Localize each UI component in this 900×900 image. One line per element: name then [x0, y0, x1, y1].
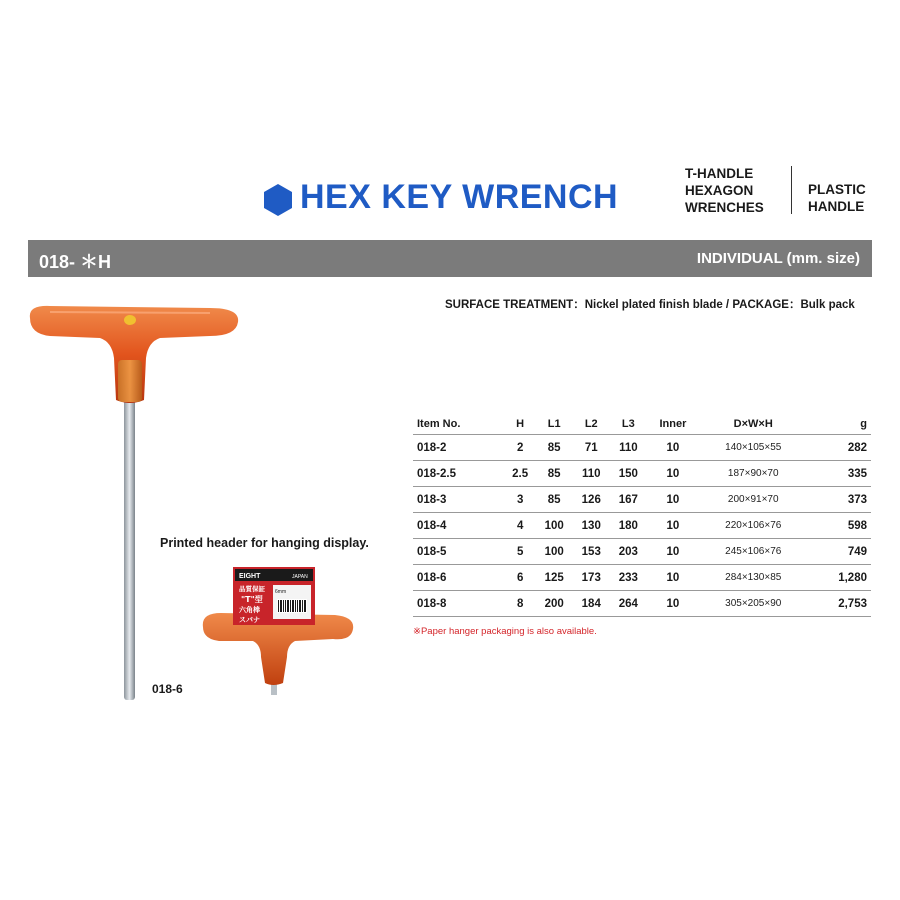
package-jp-line1: 品質保証: [239, 585, 265, 593]
col-l2: L2: [573, 414, 610, 435]
table-row: [413, 513, 871, 539]
cell-inner: 10: [647, 565, 699, 591]
subtitle-material: [808, 181, 866, 215]
cell-inner: 10: [647, 539, 699, 565]
cell-dims: 220×106×76: [699, 513, 808, 539]
col-inner: Inner: [647, 414, 699, 435]
cell-l2: 71: [573, 435, 610, 461]
cell-l3: 110: [610, 435, 647, 461]
col-l1: L1: [536, 414, 573, 435]
spec-table: [413, 414, 871, 617]
package-jp-line4: スパナ: [239, 616, 260, 624]
cell-g: 335: [808, 461, 871, 487]
cell-l1: 200: [536, 591, 573, 617]
cell-l1: 85: [536, 461, 573, 487]
cell-l2: 126: [573, 487, 610, 513]
cell-l2: 130: [573, 513, 610, 539]
cell-l2: 153: [573, 539, 610, 565]
header-note: Printed header for hanging display.: [160, 536, 369, 550]
spec-line: SURFACE TREATMENT：Nickel plated finish blade / PACKAGE：Bulk pack: [445, 299, 855, 311]
barcode-icon: [277, 599, 307, 613]
package-jp-line3: 六角棒: [239, 606, 260, 614]
cell-item: 018-3: [413, 487, 505, 513]
cell-dims: 305×205×90: [699, 591, 808, 617]
cell-g: 373: [808, 487, 871, 513]
cell-h: 4: [505, 513, 536, 539]
cell-g: 282: [808, 435, 871, 461]
cell-dims: 187×90×70: [699, 461, 808, 487]
cell-l3: 180: [610, 513, 647, 539]
cell-item: 018-2.5: [413, 461, 505, 487]
package-jp-line2: "T"型: [241, 595, 263, 604]
cell-l3: 167: [610, 487, 647, 513]
cell-dims: 200×91×70: [699, 487, 808, 513]
package-size: 6mm: [275, 589, 287, 595]
page-title: HEX KEY WRENCH: [300, 178, 619, 216]
table-row: [413, 461, 871, 487]
size-type: INDIVIDUAL (mm. size): [696, 250, 860, 267]
subtitle-line: T-HANDLE: [685, 166, 754, 181]
cell-l1: 100: [536, 539, 573, 565]
cell-g: 1,280: [808, 565, 871, 591]
item-code: 018- ＊H: [39, 252, 112, 272]
cell-inner: 10: [647, 591, 699, 617]
cell-dims: 245×106×76: [699, 539, 808, 565]
cell-l3: 150: [610, 461, 647, 487]
cell-l3: 203: [610, 539, 647, 565]
cell-inner: 10: [647, 461, 699, 487]
cell-dims: 284×130×85: [699, 565, 808, 591]
cell-inner: 10: [647, 513, 699, 539]
subtitle-line: PLASTIC: [808, 182, 866, 197]
hexagon-icon: [263, 183, 293, 217]
cell-item: 018-4: [413, 513, 505, 539]
cell-h: 2: [505, 435, 536, 461]
cell-item: 018-6: [413, 565, 505, 591]
cell-l1: 125: [536, 565, 573, 591]
cell-dims: 140×105×55: [699, 435, 808, 461]
table-row: [413, 539, 871, 565]
cell-l3: 233: [610, 565, 647, 591]
cell-h: 5: [505, 539, 536, 565]
image-caption: 018-6: [152, 682, 183, 696]
table-row: [413, 565, 871, 591]
cell-g: 2,753: [808, 591, 871, 617]
cell-h: 6: [505, 565, 536, 591]
cell-g: 598: [808, 513, 871, 539]
cell-l1: 85: [536, 487, 573, 513]
subtitle-divider: [791, 166, 792, 214]
cell-l2: 110: [573, 461, 610, 487]
cell-inner: 10: [647, 487, 699, 513]
package-image: [195, 565, 360, 695]
cell-g: 749: [808, 539, 871, 565]
cell-l2: 173: [573, 565, 610, 591]
cell-l1: 100: [536, 513, 573, 539]
col-l3: L3: [610, 414, 647, 435]
col-item-no: Item No.: [413, 414, 505, 435]
table-row: [413, 435, 871, 461]
cell-l1: 85: [536, 435, 573, 461]
footnote: ※Paper hanger packaging is also available.: [413, 626, 597, 637]
table-header-row: [413, 414, 871, 435]
subtitle-line: WRENCHES: [685, 200, 764, 215]
col-dims: D×W×H: [699, 414, 808, 435]
subtitle-line: HANDLE: [808, 199, 865, 214]
cell-item: 018-5: [413, 539, 505, 565]
package-country: JAPAN: [292, 574, 308, 580]
table-row: [413, 591, 871, 617]
col-g: g: [808, 414, 871, 435]
subtitle-type: [685, 165, 764, 216]
cell-item: 018-8: [413, 591, 505, 617]
cell-h: 8: [505, 591, 536, 617]
cell-h: 3: [505, 487, 536, 513]
cell-l3: 264: [610, 591, 647, 617]
package-brand: EIGHT: [239, 573, 261, 580]
table-row: [413, 487, 871, 513]
subtitle-line: HEXAGON: [685, 183, 754, 198]
cell-l2: 184: [573, 591, 610, 617]
cell-h: 2.5: [505, 461, 536, 487]
cell-item: 018-2: [413, 435, 505, 461]
cell-inner: 10: [647, 435, 699, 461]
col-h: H: [505, 414, 536, 435]
